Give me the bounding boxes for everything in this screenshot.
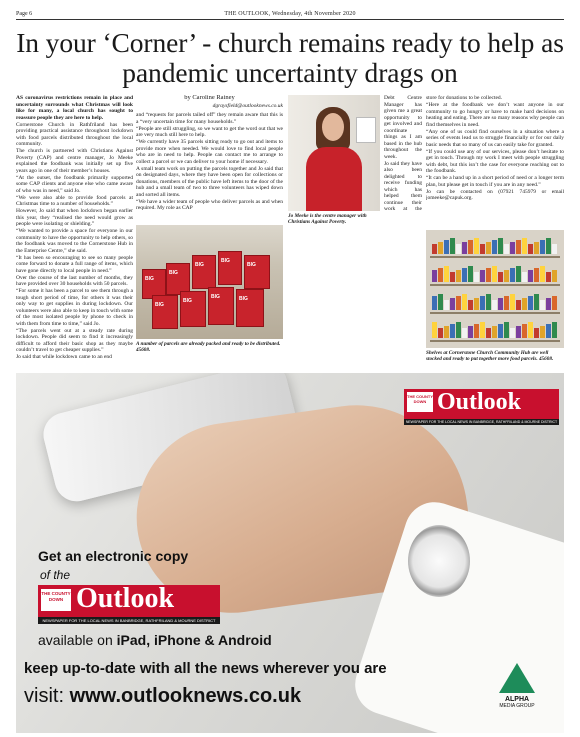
paragraph: and “requests for parcels tailed off” they remain aware that this is a “very uncertain time for many households.” — [136, 112, 283, 125]
shelf-product — [540, 240, 545, 254]
shelf-product — [510, 242, 515, 254]
shelf-product — [504, 296, 509, 310]
shelf-product — [432, 296, 437, 310]
paragraph: “We currently have 35 parcels sitting ready to go out and items to provide more when needed. We would love to find local people who are in need to help. People can contact me to arrange to collect a parcel or we can deliver to your home if necessary. — [136, 139, 283, 165]
shelf-product — [462, 242, 467, 254]
paragraph: “We have a wider team of people who deliver parcels as and when required. My role as CAP — [136, 198, 283, 211]
alpha-media-logo — [486, 663, 548, 721]
shelf-product — [474, 324, 479, 338]
shelf-product — [462, 268, 467, 282]
shelf-product — [528, 296, 533, 310]
masthead-word: Outlook — [76, 583, 175, 614]
shelf-product — [432, 244, 437, 254]
shelf-product — [546, 238, 551, 254]
article-headline: In your ‘Corner’ - church remains ready to help as pandemic uncertainty drags on — [16, 27, 564, 88]
shelves-caption: Shelves at Cornerstone Church Community Hub are well stocked and ready to put together more food parcels. 45608. — [426, 350, 554, 362]
masthead-tagline: NEWSPAPER FOR THE LOCAL NEWS IN BANBRIDGE, RATHFRILAND & MOURNE DISTRICT — [405, 420, 558, 424]
paragraph: “Here at the foodbank we don’t want anyone in our community to go hungry or have to make hard decisions on heating and eating. There are so many reasons why people can find themselves in need. — [426, 102, 564, 128]
article-column-4 — [426, 95, 564, 227]
shelf-product — [444, 240, 449, 254]
author-email[interactable]: dgraysfield@outlooknews.co.uk — [212, 102, 283, 109]
available-prefix: available on — [38, 632, 117, 648]
shelf-product — [552, 296, 557, 310]
shelf-product — [480, 322, 485, 338]
available-on-text — [38, 632, 272, 648]
parcel-bag — [152, 295, 178, 329]
article-column-2 — [136, 95, 283, 223]
shelf-product — [438, 294, 443, 310]
article-lead: AS coronavirus restrictions remain in place and uncertainty surrounds what Christmas will look like for many, a local church has sought to reassure people they are here to help. — [16, 95, 133, 121]
shelf-product — [522, 272, 527, 282]
shelf-product — [498, 298, 503, 310]
paragraph: “It can be a hand up in a short period of need or a longer term plan, but please get in touch if you are in any need.” — [426, 175, 564, 188]
shelf-product — [510, 294, 515, 310]
website-link[interactable]: www.outlooknews.co.uk — [69, 685, 302, 707]
paragraph: However, Jo said that when lockdown began earlier this year, they “realised the need would grow as people were isolating or shielding.” — [16, 208, 133, 227]
shelf-product — [432, 322, 437, 338]
shelf-product — [522, 298, 527, 310]
masthead-tagline: NEWSPAPER FOR THE LOCAL NEWS IN BANBRIDGE, RATHFRILAND & MOURNE DISTRICT — [38, 617, 220, 624]
visit-line — [24, 685, 301, 708]
byline: by Caroline Rainey — [184, 95, 235, 101]
paragraph: “For some it has been a parcel to see them through a tough short period of time, for others it was their only way to get supplies in during lockdown. Our volunteers were also able to keep in touch with some of the most isolated people by phone to check in with them from time to time,” said Jo. — [16, 288, 133, 327]
shelf-product — [534, 294, 539, 310]
shelf-product — [474, 238, 479, 254]
col1-paragraphs — [16, 122, 133, 361]
paragraph: The church is partnered with Christians Against Poverty (CAP) and centre manager, Jo Meeke explained the foodbank was initially set up five years ago in one of their member’s houses. — [16, 148, 133, 174]
shelf-product — [438, 328, 443, 338]
shelf-product — [462, 294, 467, 310]
shelf-product — [480, 296, 485, 310]
page-number: Page 6 — [16, 10, 33, 17]
col3-paragraphs — [384, 95, 422, 213]
shelf-product — [444, 266, 449, 282]
paragraph: “At the outset, the foodbank primarily supported some CAP clients and anyone else who came aware of who was in need,” said Jo. — [16, 174, 133, 194]
shelf-product — [528, 244, 533, 254]
article-column-3-text — [384, 95, 422, 213]
face — [322, 113, 344, 141]
page-header — [16, 8, 564, 20]
paragraph: “The parcels went out at a steady rate during lockdown. People did seem to find it increasingly difficult to afford their basic shop as they maybe couldn’t travel to get cheaper supplies.” — [16, 327, 133, 353]
parcels-photo — [136, 225, 283, 339]
masthead-word: Outlook — [437, 389, 522, 415]
shelf-product — [456, 296, 461, 310]
shelf-product — [552, 270, 557, 282]
paragraph: “We wanted to provide a space for everyone in our community to have the opportunity to help others, so the foodbank was moved to the Cornerstone Hub in the Enterprise Centre,” she said. — [16, 228, 133, 254]
shelf-product — [456, 270, 461, 282]
shelf-product — [516, 300, 521, 310]
shelf-product — [522, 238, 527, 254]
paragraph: Jo said they have also been delighted to receive funding which has helped them continue their work at the — [384, 160, 422, 212]
shelf-product — [504, 270, 509, 282]
advert-text-panel — [16, 538, 426, 733]
of-the-text: of the — [40, 568, 71, 582]
shelf-product — [492, 326, 497, 338]
shelf-product — [540, 266, 545, 282]
masthead-logo-small — [404, 389, 559, 424]
shelf-product — [546, 324, 551, 338]
shelf-product — [450, 238, 455, 254]
shelf-product — [540, 300, 545, 310]
shelf-product — [498, 238, 503, 254]
paragraph: Cornerstone Church in Rathfriland has been providing practical assistance throughout lockdown with food parcels distributed throughout the local community. — [16, 121, 133, 147]
article-column-1 — [16, 95, 133, 367]
shelf-product — [492, 266, 497, 282]
shelf-product — [474, 298, 479, 310]
shelf-product — [486, 294, 491, 310]
shelf-product — [456, 244, 461, 254]
paragraph: Over the course of the last number of months, they have provided over 30 households with 50 parcels. — [16, 274, 133, 287]
county-badge: THE COUNTY DOWN — [41, 589, 71, 611]
paragraph: store for donations to be collected. — [426, 95, 503, 101]
shelf-product — [486, 242, 491, 254]
shelf-product — [534, 268, 539, 282]
shelves-photo — [426, 230, 564, 348]
shelf-product — [462, 328, 467, 338]
shelf-product — [534, 328, 539, 338]
shelf-product — [510, 328, 515, 338]
shelf-product — [516, 266, 521, 282]
parcel-bag — [236, 289, 264, 327]
paragraph: “People are still struggling, so we want to get the word out that we are very much still here to help. — [136, 125, 283, 138]
shelf-product — [444, 326, 449, 338]
shelf-product — [492, 300, 497, 310]
shelf-product — [516, 240, 521, 254]
parcel-bag — [180, 291, 206, 327]
shelf-product — [438, 242, 443, 254]
shelf-product — [540, 326, 545, 338]
masthead-logo-large — [38, 583, 220, 623]
shelf-product — [456, 322, 461, 338]
paragraph: A small team work on putting the parcels together and Jo said that on designated days, where they have been open for collections or donations, members of the public have left items to the door of the hub and a small team of two to three volunteers has wiped down and sorted all items. — [136, 165, 283, 198]
alpha-triangle-icon — [499, 663, 535, 693]
parcel-bag — [244, 255, 270, 289]
shelf-product — [468, 300, 473, 310]
alpha-group: MEDIA GROUP — [499, 703, 535, 709]
wall-poster — [356, 117, 376, 143]
shelf-product — [522, 324, 527, 338]
paragraph: “It has been so encouraging to see so many people come forward to donate a full range of items, which have gone directly to local people in need.” — [16, 254, 133, 274]
visit-prefix: visit: — [24, 685, 70, 707]
col2-paragraphs — [136, 112, 283, 212]
shelf-product — [516, 326, 521, 338]
parcel-bag — [192, 255, 216, 289]
shelf-product — [450, 272, 455, 282]
shelf-product — [504, 244, 509, 254]
shelf-product — [552, 244, 557, 254]
shelf-product — [480, 244, 485, 254]
paragraph: “If you could use any of our services, please don’t hesitate to get in touch. Through my work I meet with people struggling with debt, but this isn’t the case for everyone reaching out to the foodbank. — [426, 148, 564, 174]
shelf-product — [498, 272, 503, 282]
shelf-product — [546, 272, 551, 282]
get-copy-text: Get an electronic copy — [38, 548, 189, 564]
shelf-product — [468, 326, 473, 338]
county-badge: THE COUNTY DOWN — [407, 392, 433, 412]
digital-edition-advert[interactable] — [16, 373, 564, 733]
shelf-product — [450, 298, 455, 310]
shelf-product — [552, 322, 557, 338]
shelf-product — [438, 268, 443, 282]
shelf-product — [498, 324, 503, 338]
shelf-product — [432, 270, 437, 282]
shelf-product — [486, 268, 491, 282]
parcel-bag — [218, 251, 242, 285]
shelf-product — [480, 270, 485, 282]
paragraph: “We were also able to provide food parcels at Christmas time to a number of households.” — [16, 194, 133, 207]
shelf-product — [486, 328, 491, 338]
alpha-name: ALPHA — [504, 696, 530, 703]
shelf-product — [474, 272, 479, 282]
parcels-caption: A number of parcels are already packed and ready to be distributed. 45608. — [136, 341, 281, 353]
shelf-product — [504, 322, 509, 338]
paragraph: Jo said that while lockdown came to an end — [16, 354, 112, 360]
paragraph: Debt Centre Manager has given me a great opportunity to get involved and coordinate things as I am based in the hub throughout the week. — [384, 95, 422, 160]
available-devices: iPad, iPhone & Android — [116, 632, 272, 648]
shelf-product — [546, 298, 551, 310]
paragraph: “Any one of us could find ourselves in a situation where a series of events lead us to struggle financially or for our daily basic needs that so many of us can easily take for granted. — [426, 128, 564, 148]
publication-dateline: THE OUTLOOK, Wednesday, 4th November 2020 — [224, 10, 356, 17]
col4-paragraphs — [426, 95, 564, 202]
jo-meeke-photo — [288, 95, 380, 211]
shelf-product — [468, 240, 473, 254]
shelf-product — [528, 270, 533, 282]
jo-caption: Jo Meeke is the centre manager with Christians Against Poverty. — [288, 213, 367, 225]
shelf-product — [444, 300, 449, 310]
shelf-product — [468, 266, 473, 282]
shelf-product — [510, 268, 515, 282]
shelf-product — [534, 242, 539, 254]
keep-up-text: keep up-to-date with all the news wherever you are — [24, 660, 387, 677]
shelf-product — [528, 322, 533, 338]
paragraph: Jo can be contacted on (07921 745979 or email jomeeke@capuk.org. — [426, 188, 564, 201]
shelf-product — [492, 240, 497, 254]
shelf-product — [450, 324, 455, 338]
parcel-bag — [208, 287, 234, 325]
